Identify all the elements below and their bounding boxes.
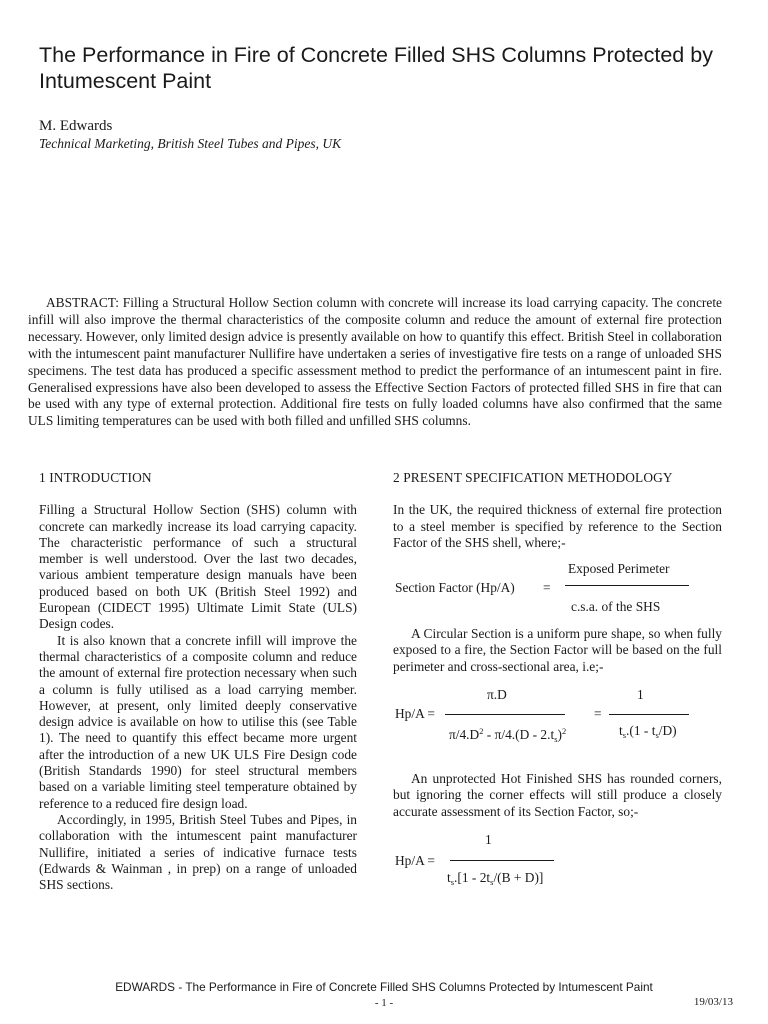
column-right — [393, 470, 722, 887]
eq2-den2-b: .(1 - t — [626, 723, 656, 739]
eq2-den2-a: t — [619, 723, 623, 739]
eq2-denominator-left — [449, 723, 566, 747]
author-name: M. Edwards — [39, 118, 113, 134]
footer-running-title: EDWARDS - The Performance in Fire of Concrete Filled SHS Columns Protected by Intumescent Paint — [115, 980, 653, 994]
eq3-den-a: t — [447, 869, 451, 885]
eq2-den2-c: /D) — [658, 723, 677, 739]
eq3-den-b: .[1 - 2t — [454, 869, 491, 885]
methodology-paragraph-1: In the UK, the required thickness of external fire protection to a steel member is specified by reference to the Section Factor of the SHS shell, where;- — [393, 502, 722, 550]
eq2-den-exp2: 2 — [561, 726, 567, 737]
equation-section-factor — [393, 551, 722, 626]
eq2-equals: = — [594, 706, 602, 722]
intro-paragraph-3: Accordingly, in 1995, British Steel Tubes and Pipes, in collaboration with the intumescent paint manufacturer Nullifire, initiated a series of indicative furnace tests (Edwards & Wainman , in prep) on a range of unloaded SHS sections. — [39, 811, 357, 893]
author-affiliation: Technical Marketing, British Steel Tubes and Pipes, UK — [39, 136, 342, 151]
equation-circular-section — [393, 675, 722, 771]
eq2-den-b: - π/4.(D - 2.t — [483, 727, 555, 743]
eq2-den2-sub2: s — [655, 730, 659, 741]
intro-paragraph-2: It is also known that a concrete infill will improve the thermal characteristics of a composite column and reduce the amount of external fire protection necessary when such a column is fully utilised as a load carrying member. However, at present, only limited deeply conservative design advice is available on how to utilise this (see Table 1). The need to quantify this effect became more urgent after the introduction of a new UK ULS Fire Design code (British Standards 1990) for steel structural members based on a variable limiting steel temperature obtained by reference to a reduced fire design load. — [39, 632, 357, 811]
section-heading-introduction: 1 INTRODUCTION — [39, 470, 152, 485]
eq3-den-c: /(B + D)] — [493, 869, 544, 885]
eq2-fraction-bar-left — [445, 714, 565, 715]
eq2-den-exp: 2 — [479, 726, 484, 737]
abstract: ABSTRACT: Filling a Structural Hollow Section column with concrete will increase its load carrying capacity. The concrete infill will also improve the thermal characteristics of the composite column and reduce the amount of external fire protection necessary. However, only limited design advice is presently available on how to quantify this effect. British Steel in collaboration with the intumescent paint manufacturer Nullifire have undertaken a series of investigative fire tests on a range of unloaded SHS specimens. The test data has produced a specific assessment method to predict the performance of an intumescent paint in fire. Generalised expressions have also been developed to assess the Effective Section Factors of protected filled SHS in fire that can be used with any type of external protection. Additional fire tests on fully loaded columns have also confirmed that the same ULS limiting temperatures can be used with both filled and unfilled SHS columns. — [28, 295, 722, 429]
column-left — [39, 470, 357, 893]
methodology-paragraph-2: A Circular Section is a uniform pure shape, so when fully exposed to a fire, the Section Factor will be based on the full perimeter and cross-sectional area, i.e;- — [393, 626, 722, 674]
eq2-den2-sub: s — [622, 730, 627, 741]
eq2-numerator-right: 1 — [637, 687, 644, 703]
methodology-paragraph-3: An unprotected Hot Finished SHS has rounded corners, but ignoring the corner effects will still produce a closely accurate assessment of its Section Factor, so;- — [393, 771, 722, 819]
section-heading-methodology: 2 PRESENT SPECIFICATION METHODOLOGY — [393, 470, 673, 485]
eq3-fraction-bar — [450, 860, 554, 861]
eq2-numerator-left: π.D — [487, 687, 507, 703]
eq3-lhs: Hp/A = — [395, 852, 435, 868]
eq3-den-sub: s — [450, 876, 455, 887]
eq1-fraction-bar — [565, 585, 689, 586]
intro-paragraph-1: Filling a Structural Hollow Section (SHS) column with concrete can markedly increase its load carrying capacity. The characteristic performance of such a structural member is well understood. Over the last two decades, various ambient temperature design manuals have been produced based on both UK (British Steel 1992) and European (CIDECT 1995) Ultimate Limit State (ULS) Design codes. — [39, 502, 357, 632]
eq2-lhs: Hp/A = — [395, 706, 435, 722]
footer-date: 19/03/13 — [693, 996, 733, 1008]
eq1-numerator: Exposed Perimeter — [568, 561, 670, 577]
eq1-equals: = — [543, 580, 551, 596]
equation-hot-finished-shs — [393, 820, 722, 887]
eq1-lhs: Section Factor (Hp/A) — [395, 580, 515, 596]
eq2-den-a: π/4.D — [449, 727, 480, 743]
eq2-denominator-right — [619, 723, 677, 743]
eq1-denominator: c.s.a. of the SHS — [571, 599, 661, 615]
eq2-fraction-bar-right — [609, 714, 689, 715]
eq2-den-sub: s — [554, 734, 558, 745]
eq3-denominator — [447, 870, 543, 890]
eq3-numerator: 1 — [485, 831, 492, 847]
eq2-den-c: ) — [557, 727, 562, 743]
footer-page-number: - 1 - — [374, 997, 394, 1009]
eq3-den-sub2: s — [490, 876, 494, 887]
paper-title: The Performance in Fire of Concrete Filled SHS Columns Protected by Intumescent Paint — [39, 43, 713, 93]
